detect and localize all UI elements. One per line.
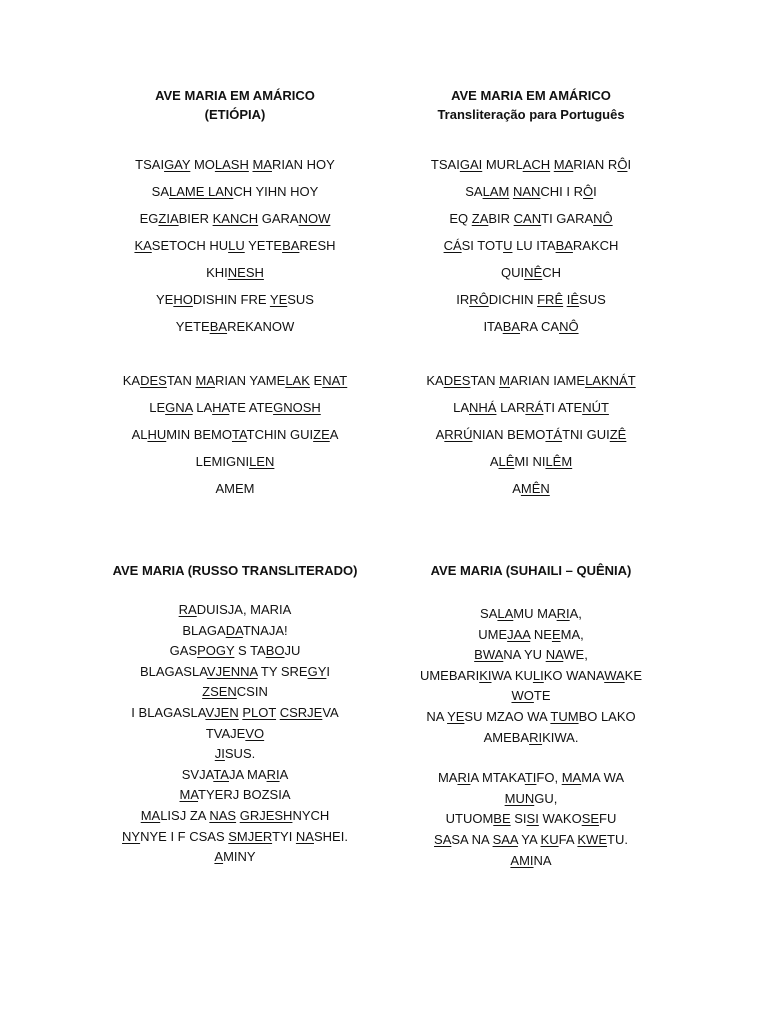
amharic-block [85,86,385,502]
lyric-line: UMEBARIKIWA KULIKO WANAWAKE [419,667,643,683]
lyric-line: MUNGU, [504,790,558,806]
transliteration-stanza-1 [381,151,681,340]
lyric-line: TSAIGAY MOLASH MARIAN HOY [135,157,335,172]
amharic-title: AVE MARIA EM AMÁRICO [155,88,315,103]
lyric-line: I BLAGASLAVJEN PLOT CSRJEVA [131,704,339,720]
lyric-line: ALHUMIN BEMOTATCHIN GUIZEA [131,427,339,442]
transliteration-block [381,86,681,502]
amharic-subtitle: (ETIÓPIA) [204,107,266,122]
lyric-line: SALAME LANCH YIHN HOY [151,184,319,199]
lyric-line: UTUOMBE SISI WAKOSEFU [445,811,617,827]
lyric-line: LEMIGNILEN [195,454,275,469]
lyric-line: YETEBAREKANOW [175,319,295,334]
lyric-line: JISUS. [214,746,256,762]
swahili-block [381,561,681,871]
lyric-line: AMÊN [512,481,550,496]
lyric-line: AMINA [510,852,552,868]
lyric-line: MATYERJ BOZSIA [179,787,291,803]
lyric-line: UMEJAA NEEMA, [478,626,584,642]
lyric-line: NYNYE I F CSAS SMJERTYI NASHEI. [122,828,348,844]
russian-lines [85,600,385,868]
lyric-line: KADESTAN MARIAN IAMELAKNÁT [426,373,636,388]
swahili-title: AVE MARIA (SUHAILI – QUÊNIA) [430,563,632,578]
lyric-line: ZSENCSIN [202,684,268,700]
lyric-line: BLAGADATNAJA! [182,622,288,638]
lyric-line: TVAJEVO [205,725,265,741]
russian-block [85,561,385,868]
lyric-line: KHINESH [206,265,264,280]
lyric-line: BLAGASLAVJENNA TY SREGYI [139,663,331,679]
lyric-line: WOTE [511,688,551,704]
lyric-line: SALAM NANCHI I RÔI [465,184,597,199]
lyric-line: ARRÚNIAN BEMOTÁTNI GUIZÊ [435,427,627,442]
lyric-line: EQ ZABIR CANTI GARANÔ [449,211,613,226]
lyric-line: AMINY [214,849,256,865]
lyric-line: MALISJ ZA NAS GRJESHNYCH [140,807,330,823]
lyric-line: LANHÁ LARRÁTI ATENÚT [453,400,609,415]
lyric-line: BWANA YU NAWE, [474,647,588,663]
lyric-line: EGZIABIER KANCH GARANOW [139,211,331,226]
lyric-line: IRRÔDICHIN FRÊ IÊSUS [456,292,606,307]
lyric-line: ITABARA CANÔ [483,319,579,334]
lyric-line: TSAIGAI MURLACH MARIAN RÔI [430,157,632,172]
lyric-line: AMEBARIKIWA. [483,729,579,745]
lyric-line: SVJATAJA MARIA [181,766,289,782]
amharic-stanza-1 [85,151,385,340]
lyric-line: CÁSI TOTU LU ITABARAKCH [443,238,619,253]
lyric-line: SALAMU MARIA, [480,606,582,621]
lyric-line: KASETOCH HULU YETEBARESH [134,238,336,253]
transliteration-title: AVE MARIA EM AMÁRICO [451,88,611,103]
lyric-line: GASPOGY S TABOJU [169,643,301,659]
lyric-line: MARIA MTAKATIFO, MAMA WA [437,770,625,786]
russian-title: AVE MARIA (RUSSO TRANSLITERADO) [112,563,358,578]
lyric-line: ALÊMI NILÊM [489,454,573,469]
transliteration-subtitle: Transliteração para Português [437,107,625,122]
swahili-stanza-2 [381,768,681,871]
lyric-line: RADUISJA, MARIA [178,602,292,617]
lyric-line: YEHODISHIN FRE YESUS [156,292,314,307]
lyric-line: AMEM [215,481,255,496]
lyric-line: NA YESU MZAO WA TUMBO LAKO [426,708,636,724]
amharic-stanza-2 [85,367,385,502]
swahili-stanza-1 [381,604,681,748]
lyric-line: KADESTAN MARIAN YAMELAK ENAT [122,373,348,388]
lyric-line: LEGNA LAHATE ATEGNOSH [149,400,321,415]
transliteration-stanza-2 [381,367,681,502]
lyric-line: SASA NA SAA YA KUFA KWETU. [434,831,628,847]
lyric-line: QUINÊCH [501,265,561,280]
